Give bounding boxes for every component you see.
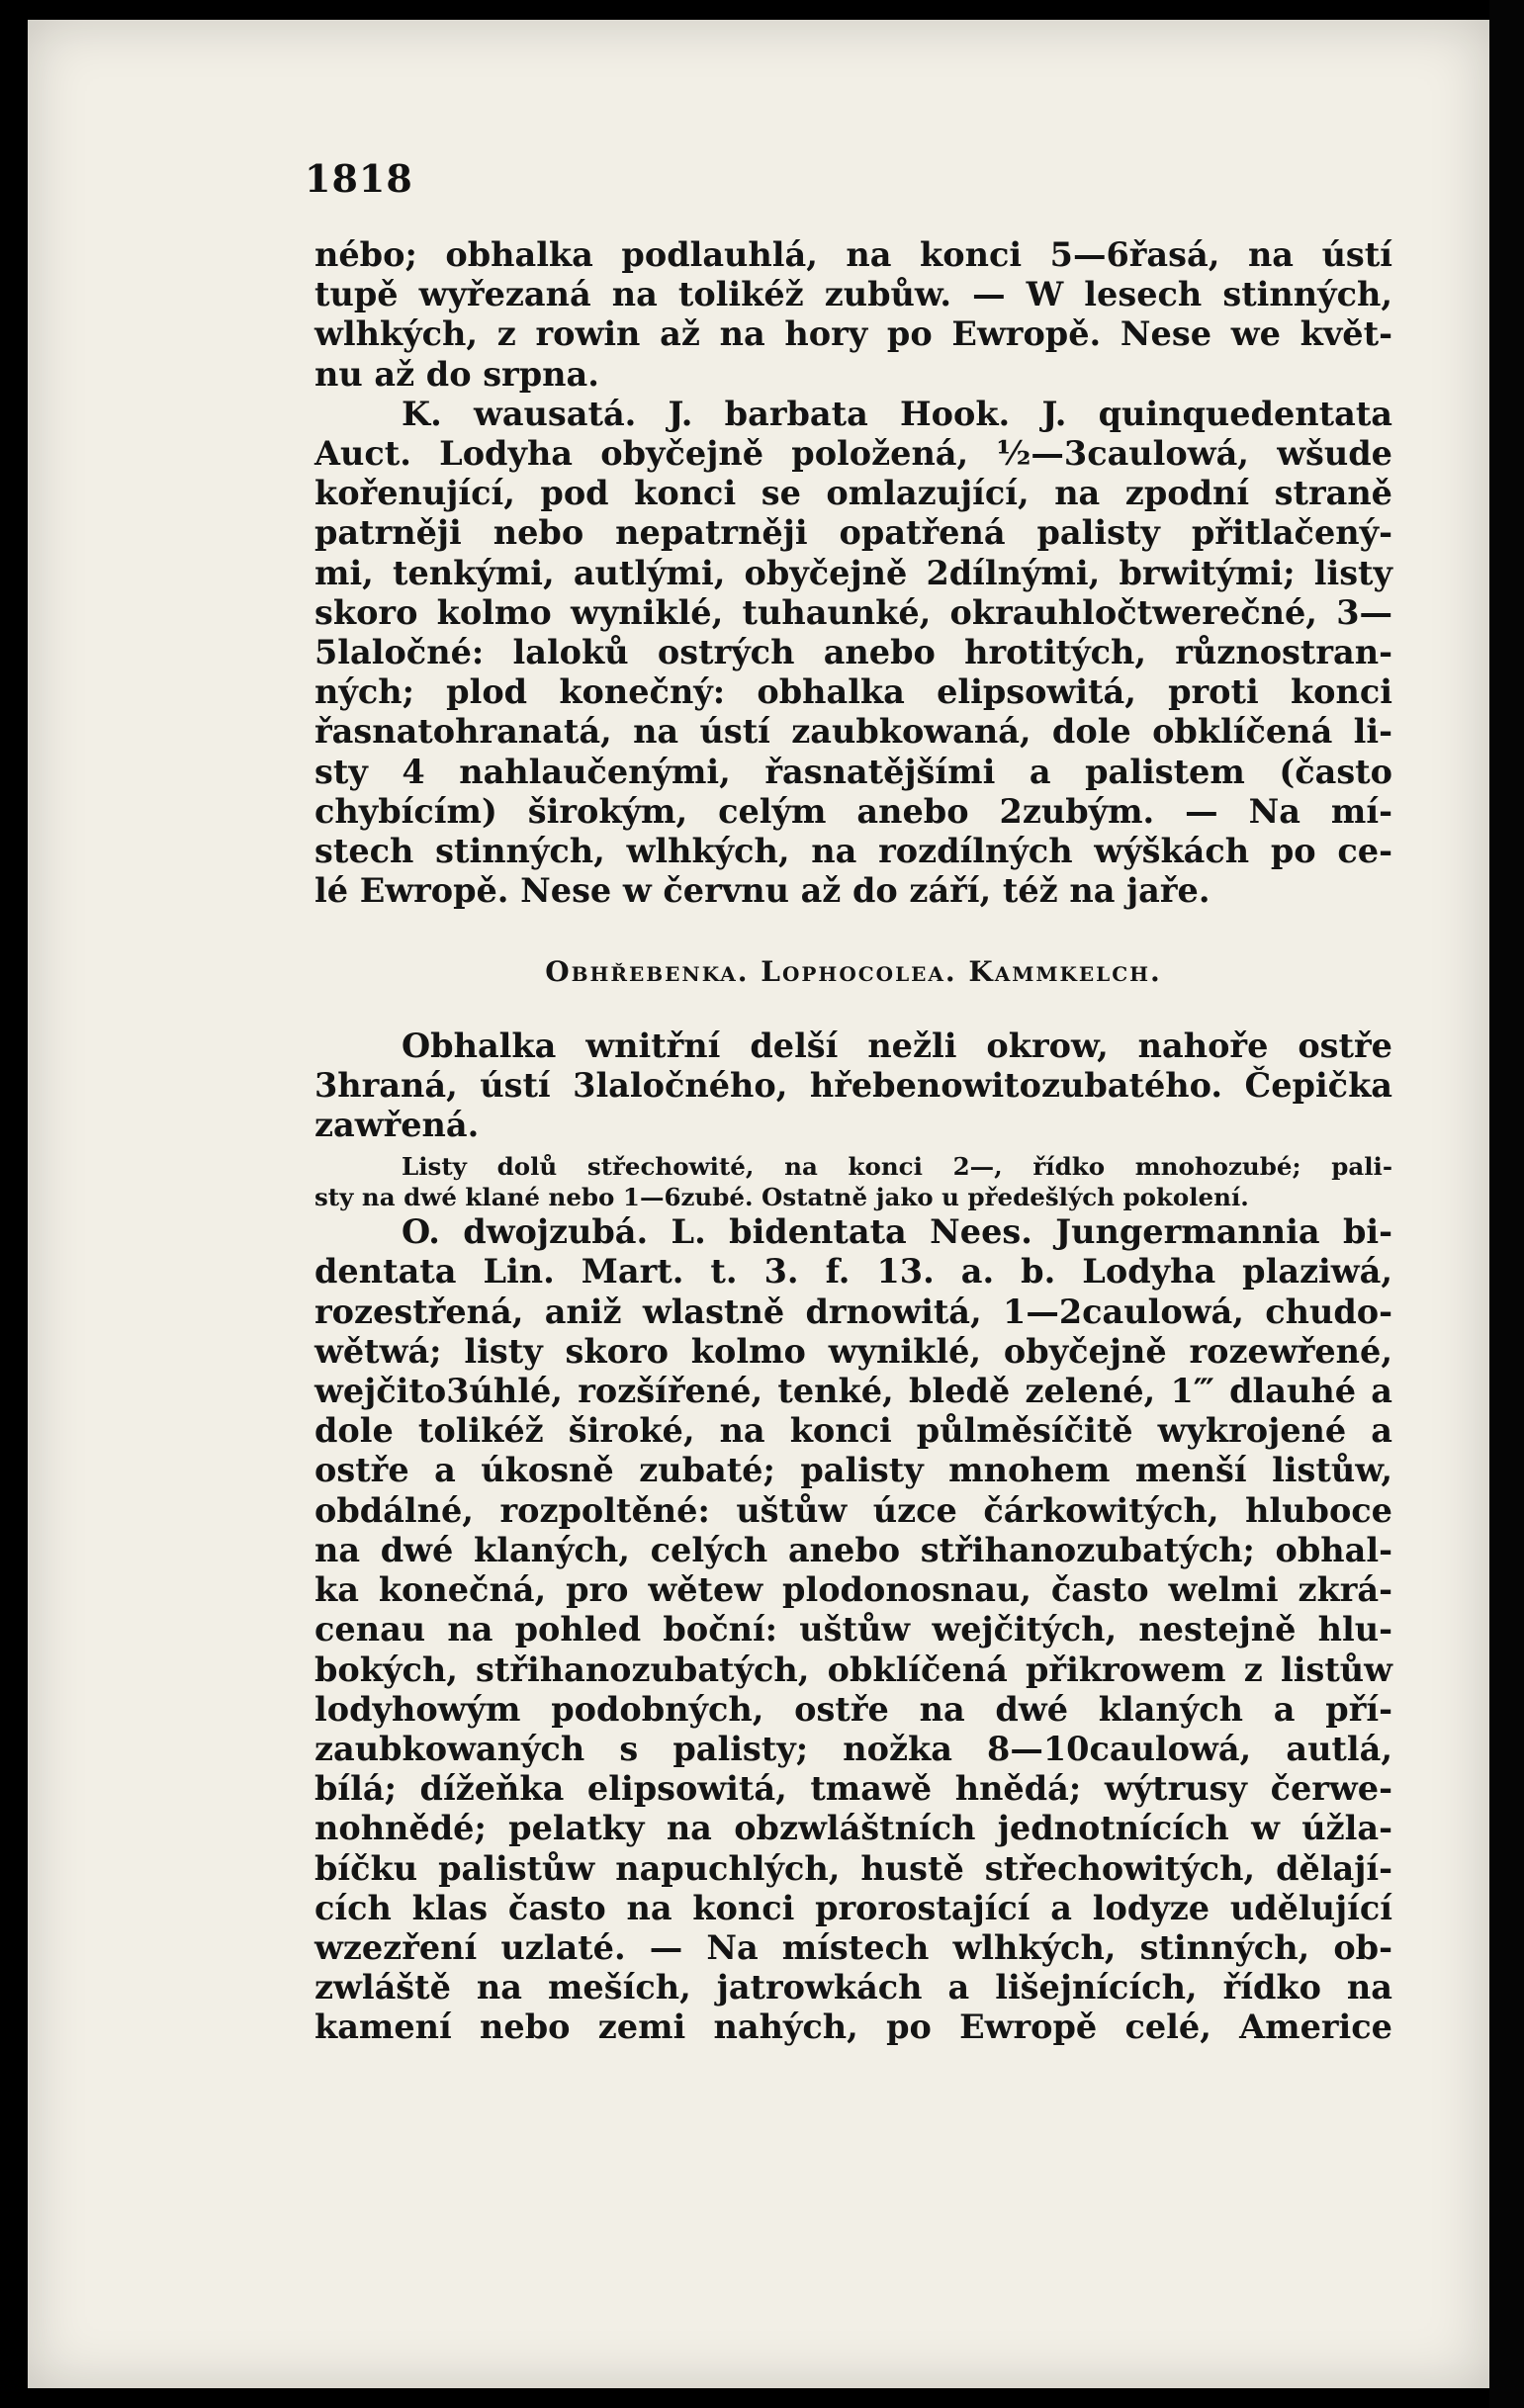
text-line: sty 4 nahlaučenými, řasnatějšími a palistem (často [314, 752, 1392, 791]
text-line: wzezření uzlaté. — Na místech wlhkých, stinných, ob- [314, 1927, 1392, 1967]
text-line: kořenující, pod konci se omlazující, na zpodní straně [314, 474, 1392, 513]
text-line: ka konečná, pro wětew plodonosnau, často welmi zkrá- [314, 1570, 1392, 1610]
paragraph-1 [314, 235, 1392, 395]
text-line: chybícím) širokým, celým anebo 2zubým. — Na mí- [314, 791, 1392, 831]
text-line: cenau na pohled boční: uštůw wejčitých, nestejně hlu- [314, 1610, 1392, 1650]
text-line: O. dwojzubá. L. bidentata Nees. Jungermannia bi- [402, 1212, 1392, 1252]
text-line: lodyhowým podobných, ostře na dwé klaných a pří- [314, 1689, 1392, 1729]
text-line: ných; plod konečný: obhalka elipsowitá, proti konci [314, 672, 1392, 712]
text-line: wejčito3úhlé, rozšířené, tenké, bledě zelené, 1‴ dlauhé a [314, 1372, 1392, 1411]
text-line: wlhkých, z rowin až na hory po Ewropě. Nese we květ- [314, 314, 1392, 354]
page-number: 1818 [305, 156, 413, 201]
text-line: skoro kolmo wyniklé, tuhaunké, okrauhločtwerečné, 3— [314, 592, 1392, 632]
text-line: zwláště na meších, jatrowkách a lišejnících, řídko na [314, 1968, 1392, 2007]
page-body [314, 235, 1392, 2048]
text-line: nébo; obhalka podlauhlá, na konci 5—6řasá, na ústí [314, 235, 1392, 274]
text-line: dentata Lin. Mart. t. 3. f. 13. a. b. Lodyha plaziwá, [314, 1252, 1392, 1292]
paragraph-2 [314, 395, 1392, 912]
text-line: wětwá; listy skoro kolmo wyniklé, obyčejně rozewřené, [314, 1331, 1392, 1371]
text-line: patrněji nebo nepatrněji opatřená palisty přitlačený- [314, 513, 1392, 553]
text-line: rozestřená, aniž wlastně drnowitá, 1—2caulowá, chudo- [314, 1292, 1392, 1331]
text-line: 3hraná, ústí 3laločného, hřebenowitozubatého. Čepička [314, 1065, 1392, 1105]
text-line: bokých, střihanozubatých, obklíčená přikrowem z listůw [314, 1650, 1392, 1689]
text-line: dole tolikéž široké, na konci půlměsíčitě wykrojené a [314, 1411, 1392, 1451]
text-line: bíčku palistůw napuchlých, hustě střechowitých, dělají- [314, 1848, 1392, 1888]
text-line: obdálné, rozpoltěné: uštůw úzce čárkowitých, hluboce [314, 1490, 1392, 1530]
scan-edge [1489, 0, 1524, 2408]
paragraph-small-note [314, 1145, 1392, 1212]
text-line: stech stinných, wlhkých, na rozdílných wýškách po ce- [314, 832, 1392, 871]
text-line: bílá; dížeňka elipsowitá, tmawě hnědá; wýtrusy čerwe- [314, 1769, 1392, 1809]
text-line: Auct. Lodyha obyčejně položená, ½—3caulowá, wšude [314, 434, 1392, 474]
text-line: na dwé klaných, celých anebo střihanozubatých; obhal- [314, 1530, 1392, 1569]
section-heading: Obhřebenka. Lophocolea. Kammkelch. [545, 955, 1162, 989]
text-line: 5laločné: laloků ostrých anebo hrotitých, různostran- [314, 633, 1392, 672]
text-line: řasnatohranatá, na ústí zaubkowaná, dole obklíčená li- [314, 712, 1392, 752]
text-line: sty na dwé klané nebo 1—6zubé. Ostatně jako u předešlých pokolení. [314, 1183, 1249, 1212]
text-line: zawřená. [314, 1106, 480, 1145]
text-line: K. wausatá. J. barbata Hook. J. quinquedentata [402, 394, 1392, 433]
text-line: lé Ewropě. Nese w červnu až do září, též na jaře. [314, 871, 1210, 911]
text-line: kamení nebo zemi nahých, po Ewropě celé, Americe [314, 2007, 1392, 2047]
text-line: mi, tenkými, autlými, obyčejně 2dílnými, brwitými; listy [314, 553, 1392, 592]
text-line: Listy dolů střechowité, na konci 2—, řídko mnohozubé; pali- [402, 1152, 1392, 1182]
paragraph-5 [314, 1212, 1392, 2047]
text-line: cích klas často na konci prorostající a lodyze udělující [314, 1888, 1392, 1927]
paragraph-3 [314, 1026, 1392, 1146]
text-line: nohnědé; pelatky na obzwláštních jednotnících w úžla- [314, 1809, 1392, 1848]
text-line: Obhalka wnitřní delší nežli okrow, nahoře ostře [402, 1026, 1392, 1065]
text-line: zaubkowaných s palisty; nožka 8—10caulowá, autlá, [314, 1729, 1392, 1768]
text-line: tupě wyřezaná na tolikéž zubůw. — W lesech stinných, [314, 275, 1392, 314]
text-line: nu až do srpna. [314, 354, 599, 394]
text-line: ostře a úkosně zubaté; palisty mnohem menší listůw, [314, 1451, 1392, 1490]
